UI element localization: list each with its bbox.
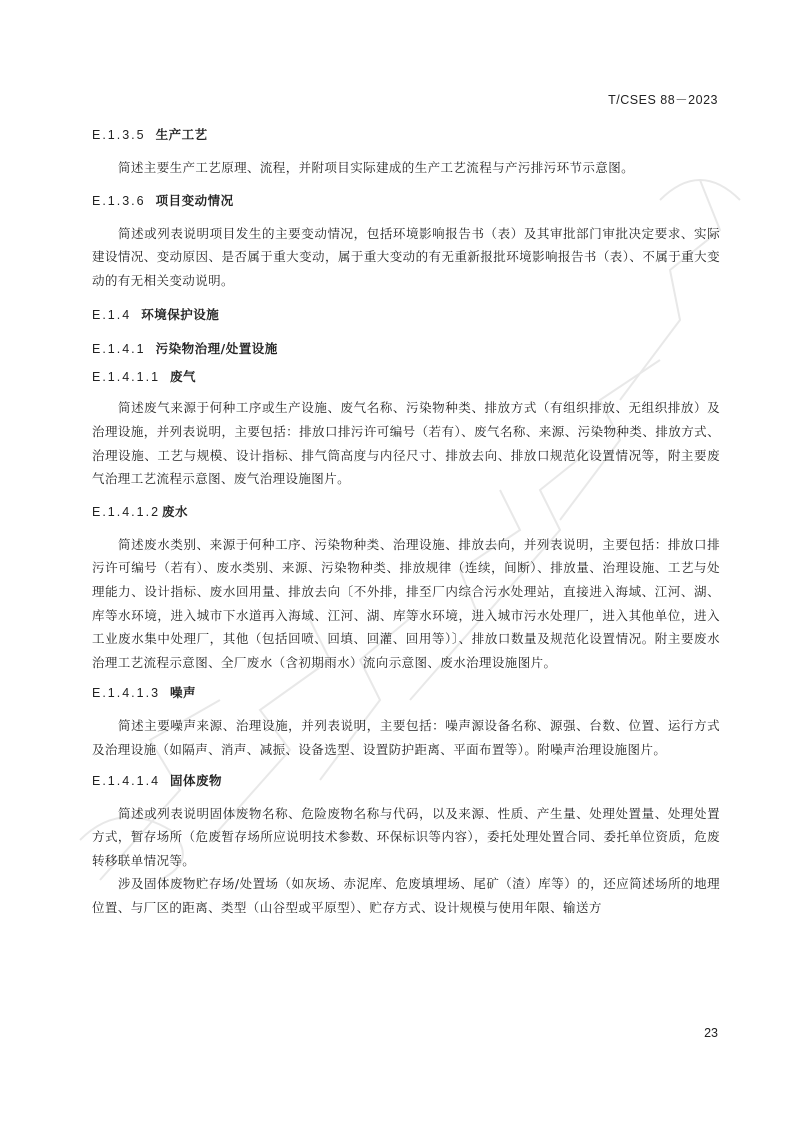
section-number: E.1.3.5 [92, 128, 146, 142]
section-number: E.1.4 [92, 308, 132, 323]
section-number: E.1.4.1.4 [92, 773, 161, 788]
section-heading-e1-3-5 [92, 124, 720, 146]
paragraph-noise: 简述主要噪声来源、治理设施，并列表说明，主要包括：噪声源设备名称、源强、台数、位置、运行方式及治理设施（如隔声、消声、减振、设备选型、设置防护距离、平面布置等）。附噪声治理设施图片。 [92, 718, 720, 757]
section-number: E.1.4.1.2 [92, 504, 161, 519]
section-number: E.1.4.1 [92, 342, 146, 357]
section-heading-e1-4-1-2 [92, 501, 720, 523]
page-number: 23 [704, 1026, 718, 1040]
section-title: 固体废物 [170, 772, 223, 788]
document-body [92, 124, 720, 919]
section-number: E.1.3.6 [92, 193, 146, 208]
section-heading-e1-4-1-1 [92, 366, 720, 388]
section-title: 废气 [170, 369, 197, 385]
paragraph-solid-waste-2: 涉及固体废物贮存场/处置场（如灰场、赤泥库、危废填埋场、尾矿（渣）库等）的，还应简述场所的地理位置、与厂区的距离、类型（山谷型或平原型）、贮存方式、设计规模与使用年限、输送方 [92, 876, 720, 915]
paragraph-project-change: 简述或列表说明项目发生的主要变动情况，包括环境影响报告书（表）及其审批部门审批决定要求、实际建设情况、变动原因、是否属于重大变动，属于重大变动的有无重新报批环境影响报告书（表）、不属于重大变动的有无相关变动说明。 [92, 225, 720, 288]
section-heading-e1-4-1-3 [92, 682, 720, 704]
paragraph-waste-water: 简述废水类别、来源于何种工序、污染物种类、治理设施、排放去向，并列表说明，主要包括：排放口排污许可编号（若有）、废水类别、来源、污染物种类、排放规律（连续，间断）、排放量、治理设施、工艺与处理能力、设计指标、废水回用量、排放去向〔不外排，排至厂内综合污水处理站，直接进入海域、江河、湖、库等水环境，进入城市下水道再入海域、江河、湖、库等水环境，进入城市污水处理厂，进入其他单位，进入工业废水集中处理厂，其他（包括回喷、回填、回灌、回用等）〕、排放口数量及规范化设置情况。附主要废水治理工艺流程示意图、全厂废水（含初期雨水）流向示意图、废水治理设施图片。 [92, 536, 720, 670]
section-number: E.1.4.1.1 [92, 370, 161, 385]
section-title: 生产工艺 [155, 127, 208, 142]
section-title: 噪声 [170, 685, 197, 701]
paragraph-production-process: 简述主要生产工艺原理、流程，并附项目实际建成的生产工艺流程与产污排污环节示意图。 [118, 160, 635, 175]
section-title: 废水 [162, 503, 189, 519]
section-heading-e1-4-1 [92, 338, 720, 360]
section-number: E.1.4.1.3 [92, 686, 161, 701]
section-heading-e1-3-6 [92, 190, 720, 212]
section-title: 项目变动情况 [155, 192, 234, 208]
paragraph-waste-gas: 简述废气来源于何种工序或生产设施、废气名称、污染物种类、排放方式（有组织排放、无组织排放）及治理设施，并列表说明，主要包括：排放口排污许可编号（若有）、废气名称、来源、污染物种类、排放方式、治理设施、工艺与规模、设计指标、排气筒高度与内径尺寸、排放去向、排放口规范化设置情况等，附主要废气治理工艺流程示意图、废气治理设施图片。 [92, 400, 720, 487]
paragraph-solid-waste-1: 简述或列表说明固体废物名称、危险废物名称与代码，以及来源、性质、产生量、处理处置量、处理处置方式，暂存场所（危废暂存场所应说明技术参数、环保标识等内容），委托处理处置合同、委托单位资质，危废转移联单情况等。 [92, 805, 720, 868]
section-title: 环境保护设施 [141, 307, 220, 323]
standard-code: T/CSES 88－2023 [608, 93, 718, 107]
section-heading-e1-4-1-4 [92, 770, 720, 792]
section-title: 污染物治理/处置设施 [155, 341, 278, 357]
section-heading-e1-4 [92, 304, 720, 326]
